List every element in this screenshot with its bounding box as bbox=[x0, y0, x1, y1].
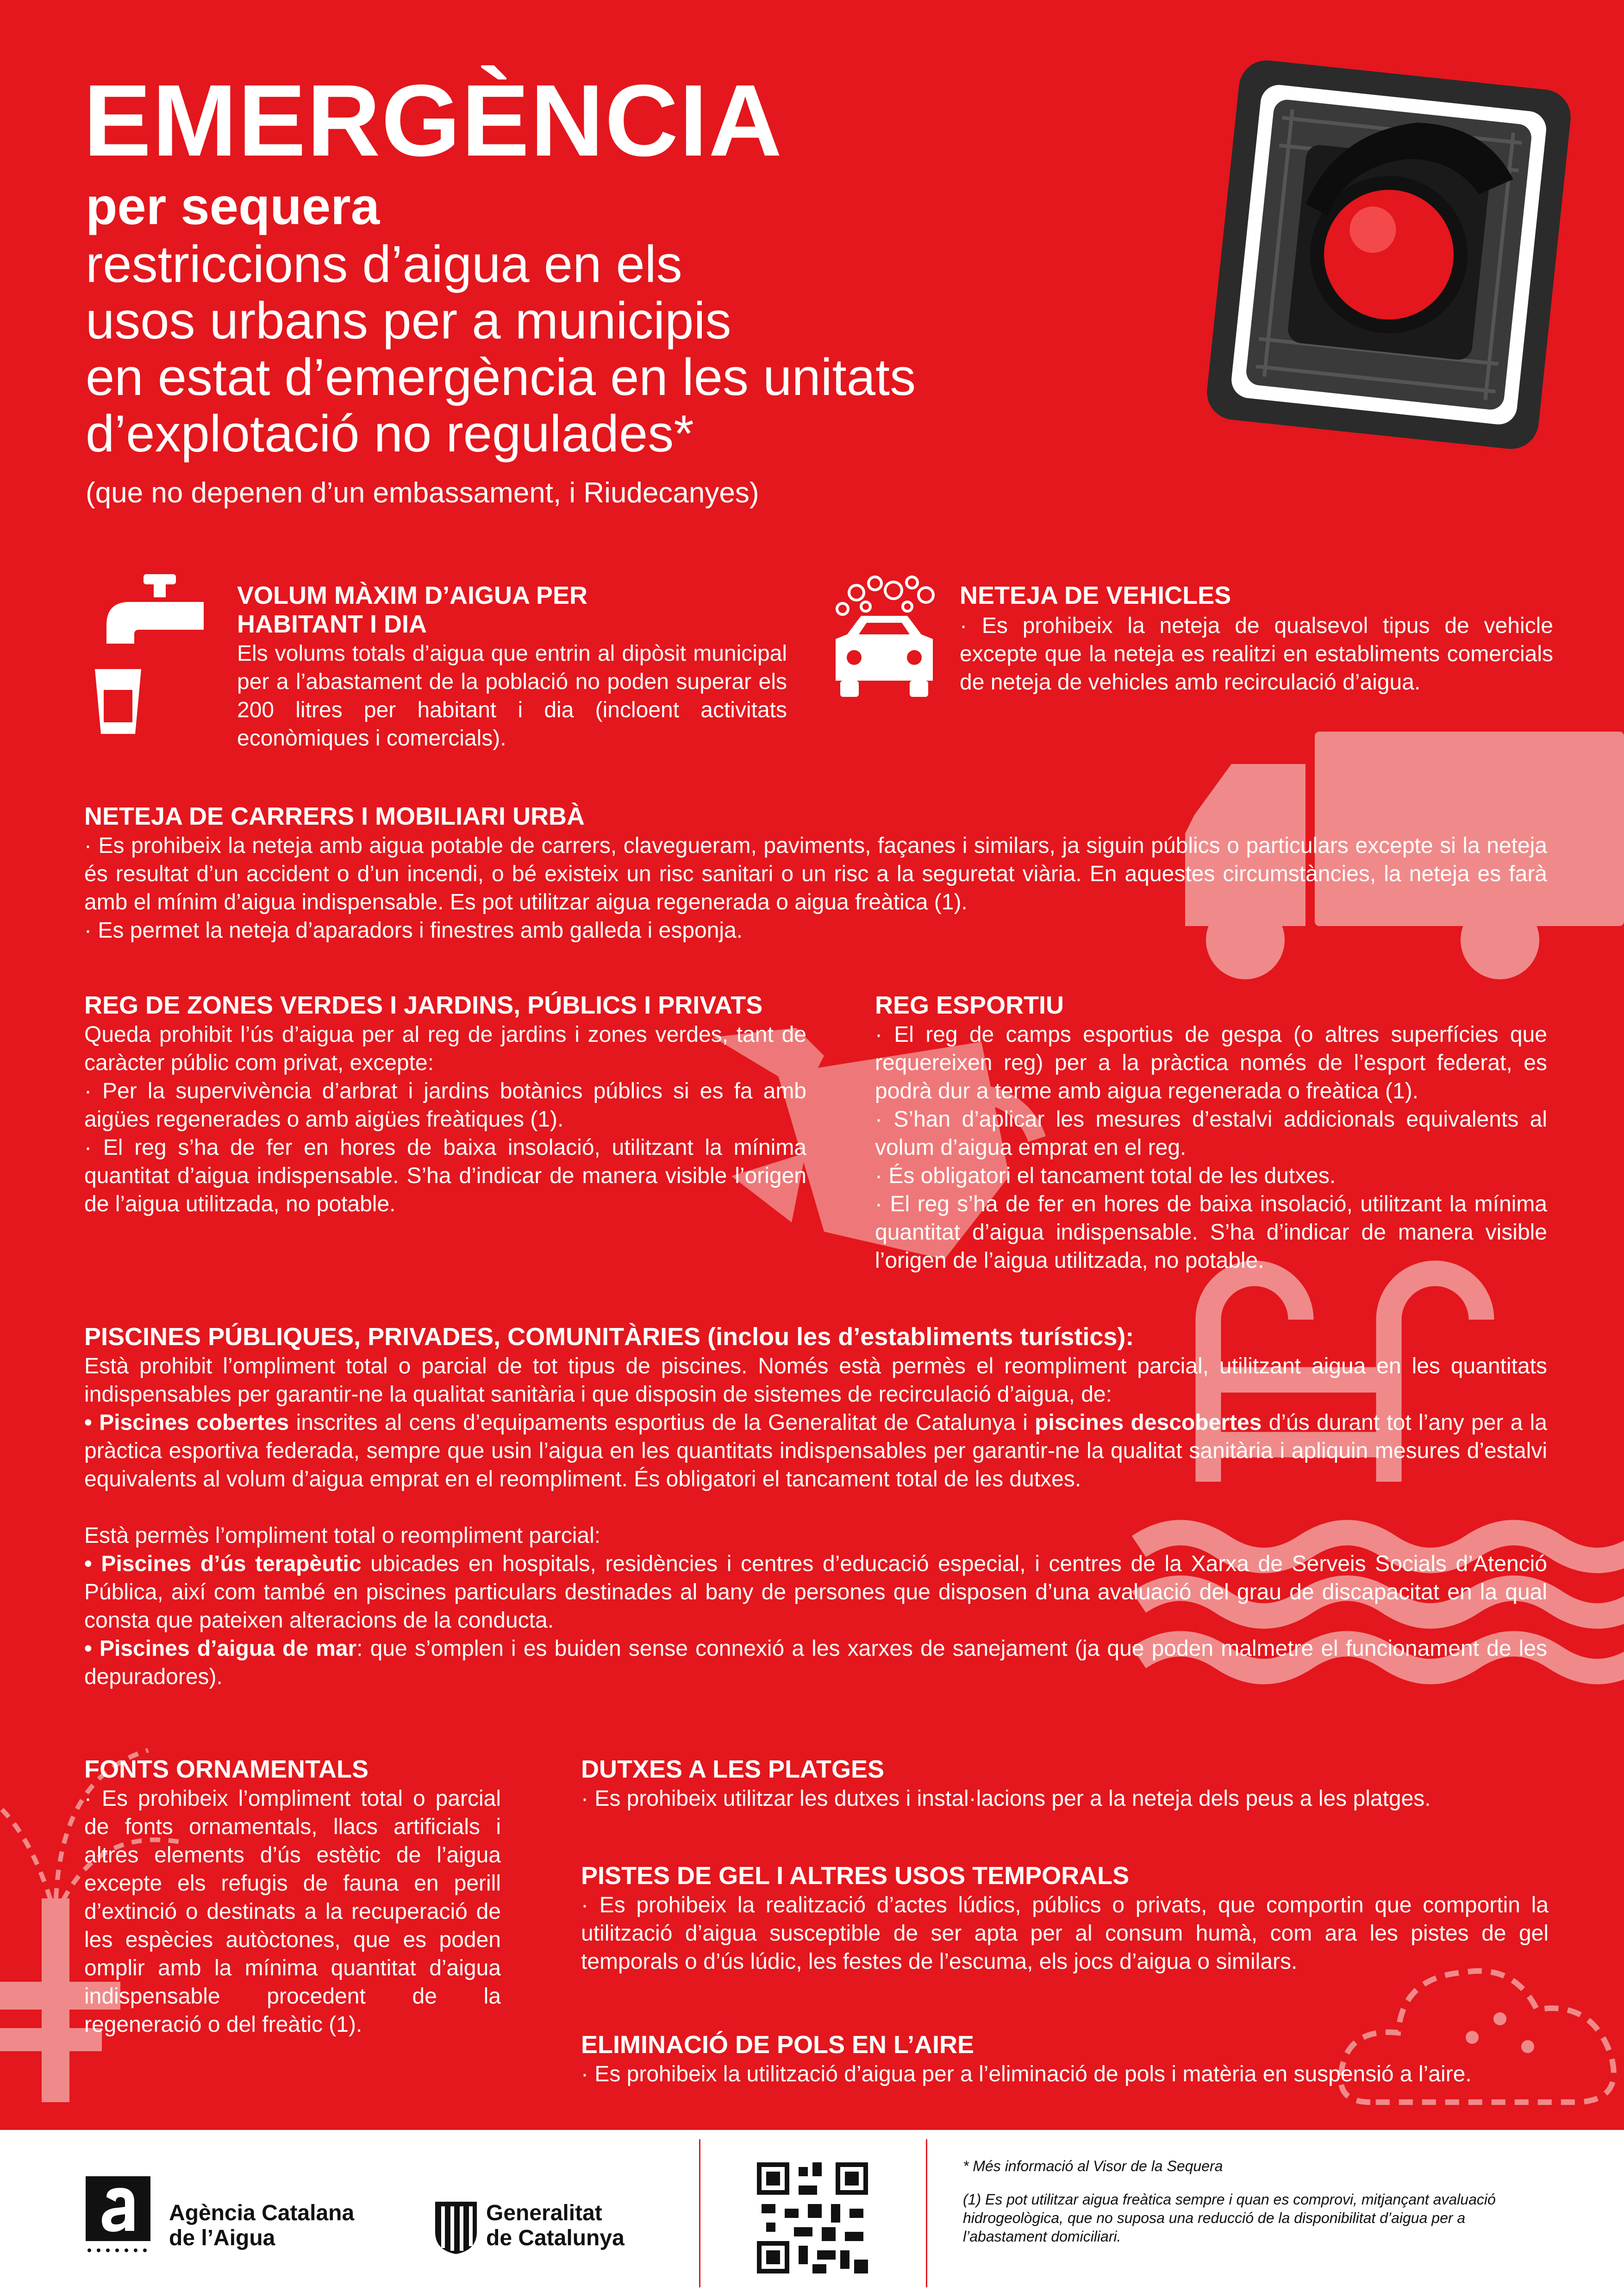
volum-title-2: HABITANT I DIA bbox=[237, 610, 427, 638]
carrers-title: NETEJA DE CARRERS I MOBILIARI URBÀ bbox=[84, 802, 585, 830]
piscines-p2 bbox=[84, 1409, 1547, 1493]
piscines-p5 bbox=[84, 1634, 1547, 1691]
reg-body bbox=[84, 1021, 806, 1218]
header-line-4: d’explotació no regulades* bbox=[86, 405, 694, 463]
reg-p3: · El reg s’ha de fer en hores de baixa insolació, utilitzant la mínima quantitat d’aigua indispensable. S’ha d’indicar de manera visible l’origen de l’aigua utilitzada, no potable. bbox=[84, 1135, 806, 1216]
vehicles-title: NETEJA DE VEHICLES bbox=[960, 582, 1231, 609]
fonts-title: FONTS ORNAMENTALS bbox=[84, 1755, 369, 1783]
piscines-p1: Està prohibit l’ompliment total o parcial de tot tipus de piscines. Només està permès el reompliment parcial, utilitzant aigua en les quantitats indispensables per garantir-ne la qualitat sanitària i que disposin de sistemes de recirculació d’aigua, de: bbox=[84, 1354, 1547, 1407]
pistes-title: PISTES DE GEL I ALTRES USOS TEMPORALS bbox=[581, 1862, 1130, 1890]
footer-divider-2 bbox=[926, 2139, 927, 2287]
header-line-3: en estat d’emergència en les unitats bbox=[86, 348, 916, 406]
dutxes-body: · Es prohibeix utilitzar les dutxes i instal·lacions per a la neteja dels peus a les platges. bbox=[581, 1786, 1431, 1811]
piscines-spacer bbox=[84, 1493, 1547, 1522]
footer bbox=[0, 2130, 1624, 2292]
car-wash-icon bbox=[829, 574, 940, 704]
subtitle: per sequera bbox=[86, 177, 380, 235]
footer-note-2: (1) Es pot utilitzar aigua freàtica sempre i quan es comprovi, mitjançant avaluació hidrogeològica, que no suposa una reducció de la disponibilitat d’aigua per a l’abastament domiciliari. bbox=[963, 2191, 1496, 2245]
qr-code[interactable] bbox=[752, 2158, 873, 2278]
esportiu-body bbox=[875, 1021, 1547, 1275]
main-title: EMERGÈNCIA bbox=[83, 63, 783, 177]
generalitat-logo-icon bbox=[433, 2199, 479, 2255]
esportiu-title: REG ESPORTIU bbox=[875, 991, 1064, 1019]
gen-line-2: de Catalunya bbox=[486, 2226, 625, 2250]
piscines-p2-text1: inscrites al cens d’equipaments esportius de la Generalitat de Catalunya i bbox=[289, 1410, 1035, 1435]
header-line-2: usos urbans per a municipis bbox=[86, 292, 731, 350]
fonts-body: · Es prohibeix l’ompliment total o parcial de fonts ornamentals, llacs artificials i altres elements d’ús estètic de l’aigua excepte els refugis de fauna en perill d’extinció o destinats a la recuperació de les espècies autòctones, que es poden omplir amb la mínima quantitat d’aigua indispensable procedent de la regeneració o del freàtic (1). bbox=[84, 1786, 501, 2037]
header-note: (que no depenen d’un embassament, i Riudecanyes) bbox=[86, 477, 759, 509]
aca-line-2: de l’Aigua bbox=[169, 2226, 275, 2250]
volum-title-1: VOLUM MÀXIM D’AIGUA PER bbox=[237, 582, 588, 609]
tap-icon bbox=[97, 574, 208, 667]
vehicles-body: · Es prohibeix la neteja de qualsevol tipus de vehicle excepte que la neteja es realitzi en establiments comercials de neteja de vehicles amb recirculació d’aigua. bbox=[960, 614, 1553, 695]
piscines-body bbox=[84, 1352, 1547, 1691]
volum-body: Els volums totals d’aigua que entrin al dipòsit municipal per a l’abastament de la població no poden superar els 200 litres per habitant i dia (incloent activitats econòmiques i comercials). bbox=[237, 641, 787, 751]
footer-divider-1 bbox=[699, 2139, 700, 2287]
pistes-body: · Es prohibeix la realització d’actes lúdics, públics o privats, que comportin que comportin la utilització d’aigua susceptible de ser apta per al consum humà, com ara les pistes de gel temporals o d’ús lúdic, les festes de l’escuma, els jocs d’aigua o similars. bbox=[581, 1893, 1549, 1974]
dutxes-title: DUTXES A LES PLATGES bbox=[581, 1755, 885, 1783]
esportiu-p3: · És obligatori el tancament total de les dutxes. bbox=[875, 1164, 1336, 1188]
reg-p2: · Per la supervivència d’arbrat i jardins botànics públics si es fa amb aigües regenerades o amb aigües freàtiques (1). bbox=[84, 1079, 806, 1132]
glass-icon bbox=[93, 667, 144, 736]
footer-note-1: * Més informació al Visor de la Sequera bbox=[963, 2158, 1223, 2174]
piscines-p2-text2: d’ús durant tot l’any per a la pràctica esportiva federada, sempre que usin l’aigua en les quantitats indispensables per garantir-ne la qualitat sanitària i apliquin mesures d’estalvi equivalents al volum d’aigua emprat en el reompliment. És obligatori el tancament total de les dutxes. bbox=[84, 1410, 1547, 1491]
carrers-body bbox=[84, 832, 1547, 945]
header-line-1: restriccions d’aigua en els bbox=[86, 235, 682, 293]
pols-body: · Es prohibeix la utilització d’aigua per a l’eliminació de pols i matèria en suspensió a l’aire. bbox=[581, 2062, 1472, 2086]
pols-title: ELIMINACIÓ DE POLS EN L’AIRE bbox=[581, 2031, 974, 2059]
piscines-p4 bbox=[84, 1550, 1547, 1634]
reg-title: REG DE ZONES VERDES I JARDINS, PÚBLICS I PRIVATS bbox=[84, 991, 763, 1019]
piscines-descobertes: piscines descobertes bbox=[1035, 1410, 1262, 1435]
piscines-p3: Està permès l’ompliment total o reompliment parcial: bbox=[84, 1523, 601, 1548]
piscines-terapeutic: • Piscines d’ús terapèutic bbox=[84, 1552, 362, 1576]
piscines-mar: • Piscines d’aigua de mar bbox=[84, 1636, 357, 1661]
aca-logo-icon bbox=[86, 2176, 150, 2255]
esportiu-p4: · El reg s’ha de fer en hores de baixa insolació, utilitzant la mínima quantitat d’aigua indispensable. S’ha d’indicar de manera visible l’origen de l’aigua utilitzada, no potable. bbox=[875, 1192, 1547, 1273]
esportiu-p1: · El reg de camps esportius de gespa (o altres superfícies que requereixen reg) per a la pràctica només de l’esport federat, es podrà dur a terme amb aigua regenerada o freàtica (1). bbox=[875, 1022, 1547, 1103]
aca-line-1: Agència Catalana bbox=[169, 2201, 355, 2225]
traffic-light-icon bbox=[1185, 46, 1593, 463]
piscines-cobertes: • Piscines cobertes bbox=[84, 1410, 289, 1435]
carrers-p1: · Es prohibeix la neteja amb aigua potable de carrers, clavegueram, paviments, façanes i similars, ja siguin públics o particulars excepte si la neteja és resultat d’un accident o d’un incendi, o bé existeix un risc sanitari o un risc a la seguretat viària. En aquestes circumstàncies, la neteja es farà amb el mínim d’aigua indispensable. Es pot utilitzar aigua regenerada o aigua freàtica (1). bbox=[84, 833, 1547, 914]
piscines-p4-text: ubicades en hospitals, residències i centres d’educació especial, i centres de la Xarxa de Serveis Socials d’Atenció Pública, així com també en piscines particulars destinades al bany de persones que disposen d’una avaluació del grau de discapacitat en la qual consta que pateixen alteracions de la conducta. bbox=[84, 1552, 1547, 1633]
esportiu-p2: · S’han d’aplicar les mesures d’estalvi addicionals equivalents al volum d’aigua emprat en el reg. bbox=[875, 1107, 1547, 1160]
piscines-title: PISCINES PÚBLIQUES, PRIVADES, COMUNITÀRIES (inclou les d’establiments turístics): bbox=[84, 1323, 1134, 1351]
carrers-p2: · Es permet la neteja d’aparadors i finestres amb galleda i esponja. bbox=[84, 918, 743, 943]
reg-p1: Queda prohibit l’ús d’aigua per al reg de jardins i zones verdes, tant de caràcter públic com privat, excepte: bbox=[84, 1022, 806, 1075]
piscines-p5-text: : que s’omplen i es buiden sense connexió a les xarxes de sanejament (ja que poden malmetre el funcionament de les depuradores). bbox=[84, 1636, 1548, 1689]
gen-line-1: Generalitat bbox=[486, 2201, 602, 2225]
